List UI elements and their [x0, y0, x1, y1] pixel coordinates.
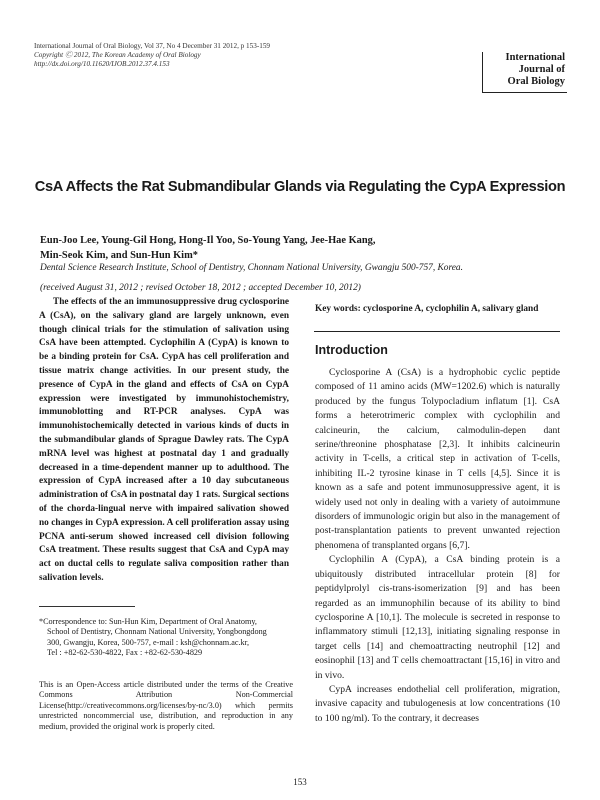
license-notice: This is an Open-Access article distributed under the terms of the Creative Commons Attribution Non-Commercial License(http://creativecommons.org/licenses/by-nc/3.0) which permits unrestricted noncommercial use, distribution, and reproduction in any medium, provided the original work is properly cited.: [39, 680, 293, 731]
authors-line: Eun-Joo Lee, Young-Gil Hong, Hong-Il Yoo, So-Young Yang, Jee-Hae Kang,: [40, 235, 376, 246]
author-list: [40, 233, 540, 263]
introduction-body: [315, 366, 560, 726]
intro-paragraph: Cyclosporine A (CsA) is a hydrophobic cyclic peptide composed of 11 amino acids (MW=1202.6) which is naturally produced by the fungus Tolypocladium inflatum [1]. CsA forms a heterotrimeric complex with cyclophilin and calcineurin, the calcium, calmodulin-depen dant serine/threonine phosphatase [2,3]. It inhibits calcineurin activity in T-cells, a critical step in activation of T-cells, inhibiting IL-2 tyrosine kinase in T cells [4,5]. Since it is known as a safe and potent immunosuppressive agent, it is widely used not only in dealing with a variety of autoimmune disorders of immunologic origin but also in the management of post-transplantation patients to prevent unwanted rejection phenomena of transplanted organs [6,7].: [315, 367, 560, 551]
citation-line: International Journal of Oral Biology, Vol 37, No 4 December 31 2012, p 153-159: [34, 42, 271, 50]
page-number: 153: [293, 777, 307, 787]
doi-link[interactable]: http://dx.doi.org/10.11620/IJOB.2012.37.4.153: [34, 60, 170, 68]
article-title: CsA Affects the Rat Submandibular Glands via Regulating the CypA Expression: [34, 179, 566, 195]
copyright-line: Copyright Ⓒ 2012, The Korean Academy of Oral Biology: [34, 51, 201, 59]
journal-name-line: International: [505, 52, 565, 63]
footnote-line: 300, Gwangju, Korea, 500-757, e-mail : ksh@chonnam.ac.kr,: [47, 637, 250, 647]
section-divider: [314, 331, 560, 332]
correspondence-footnote: [39, 617, 295, 659]
journal-name-line: Oral Biology: [507, 76, 565, 87]
footnote-line: *Correspondence to: Sun-Hun Kim, Department of Oral Anatomy,: [39, 617, 257, 626]
footnote-divider: [39, 606, 135, 607]
affiliation: Dental Science Research Institute, School of Dentistry, Chonnam National University, Gwangju 500-757, Korea.: [40, 263, 463, 273]
footnote-line: School of Dentistry, Chonnam National University, Yongbongdong: [47, 627, 267, 637]
abstract-text: The effects of the an immunosuppressive drug cyclosporine A (CsA), on the salivary gland are largely unknown, even though clinical trials for the stimulation of salivation using CsA have been attempted. Cyclophilin A (CypA) is known to be a binding protein for CsA. CypA has cell proliferation and tissue matrix change activities. In our present study, the presence of CypA in the gland and effects of CsA on CypA expression were investigated by immunohistochemistry, immunoblotting and RT-PCR analyses. CypA was immunohistochemically detected in various kinds of ducts in the submandibular glands of Sprague Dawley rats. The CypA mRNA level was highest at postnatal day 1 and gradually decreased in a time-dependent manner up to adulthood. The expression of CypA increased after a 10 day subcutaneous administration of CsA in postnatal day 1 rats. Surgical sections of the chorda-lingual nerve with impaired salivation showed no changes in CypA expression. A cell proliferation assay using PCNA anti-serum showed increased cell division following CsA treatment. These results suggest that CsA and CypA may act on ductal cells to regulate saliva composition rather than salivation levels.: [39, 297, 289, 583]
introduction-heading: Introduction: [315, 343, 388, 357]
footnote-line: Tel : +82-62-530-4822, Fax : +82-62-530-4829: [47, 648, 203, 658]
intro-paragraph: Cyclophilin A (CypA), a CsA binding protein is a ubiquitously distributed intracellular protein [8] for peptidylprolyl cis-trans-isomerization [9] and has been regarded as an immunophilin because of its ability to bind cyclosporine A [10,1]. The molecule is secreted in response to inflammatory stimuli [12,13], initiating signaling response in target cells [14] and chemoattracting neutrophil [12] and eosinophil [13] and T cells chemoattractant [15,16] in vitro and in vivo.: [315, 554, 560, 681]
intro-paragraph: CypA increases endothelial cell proliferation, migration, invasive capacity and tubulogenesis at low concentrations (10 to 100 ng/ml). To the contrary, it decreases: [315, 683, 560, 724]
received-dates: (received August 31, 2012 ; revised October 18, 2012 ; accepted December 10, 2012): [40, 283, 361, 293]
authors-line: Min-Seok Kim, and Sun-Hun Kim*: [40, 250, 198, 261]
keywords: Key words: cyclosporine A, cyclophilin A, salivary gland: [315, 304, 539, 314]
journal-logo-box: [482, 52, 567, 93]
journal-name-line: Journal of: [518, 64, 565, 75]
journal-citation-block: [34, 42, 364, 69]
